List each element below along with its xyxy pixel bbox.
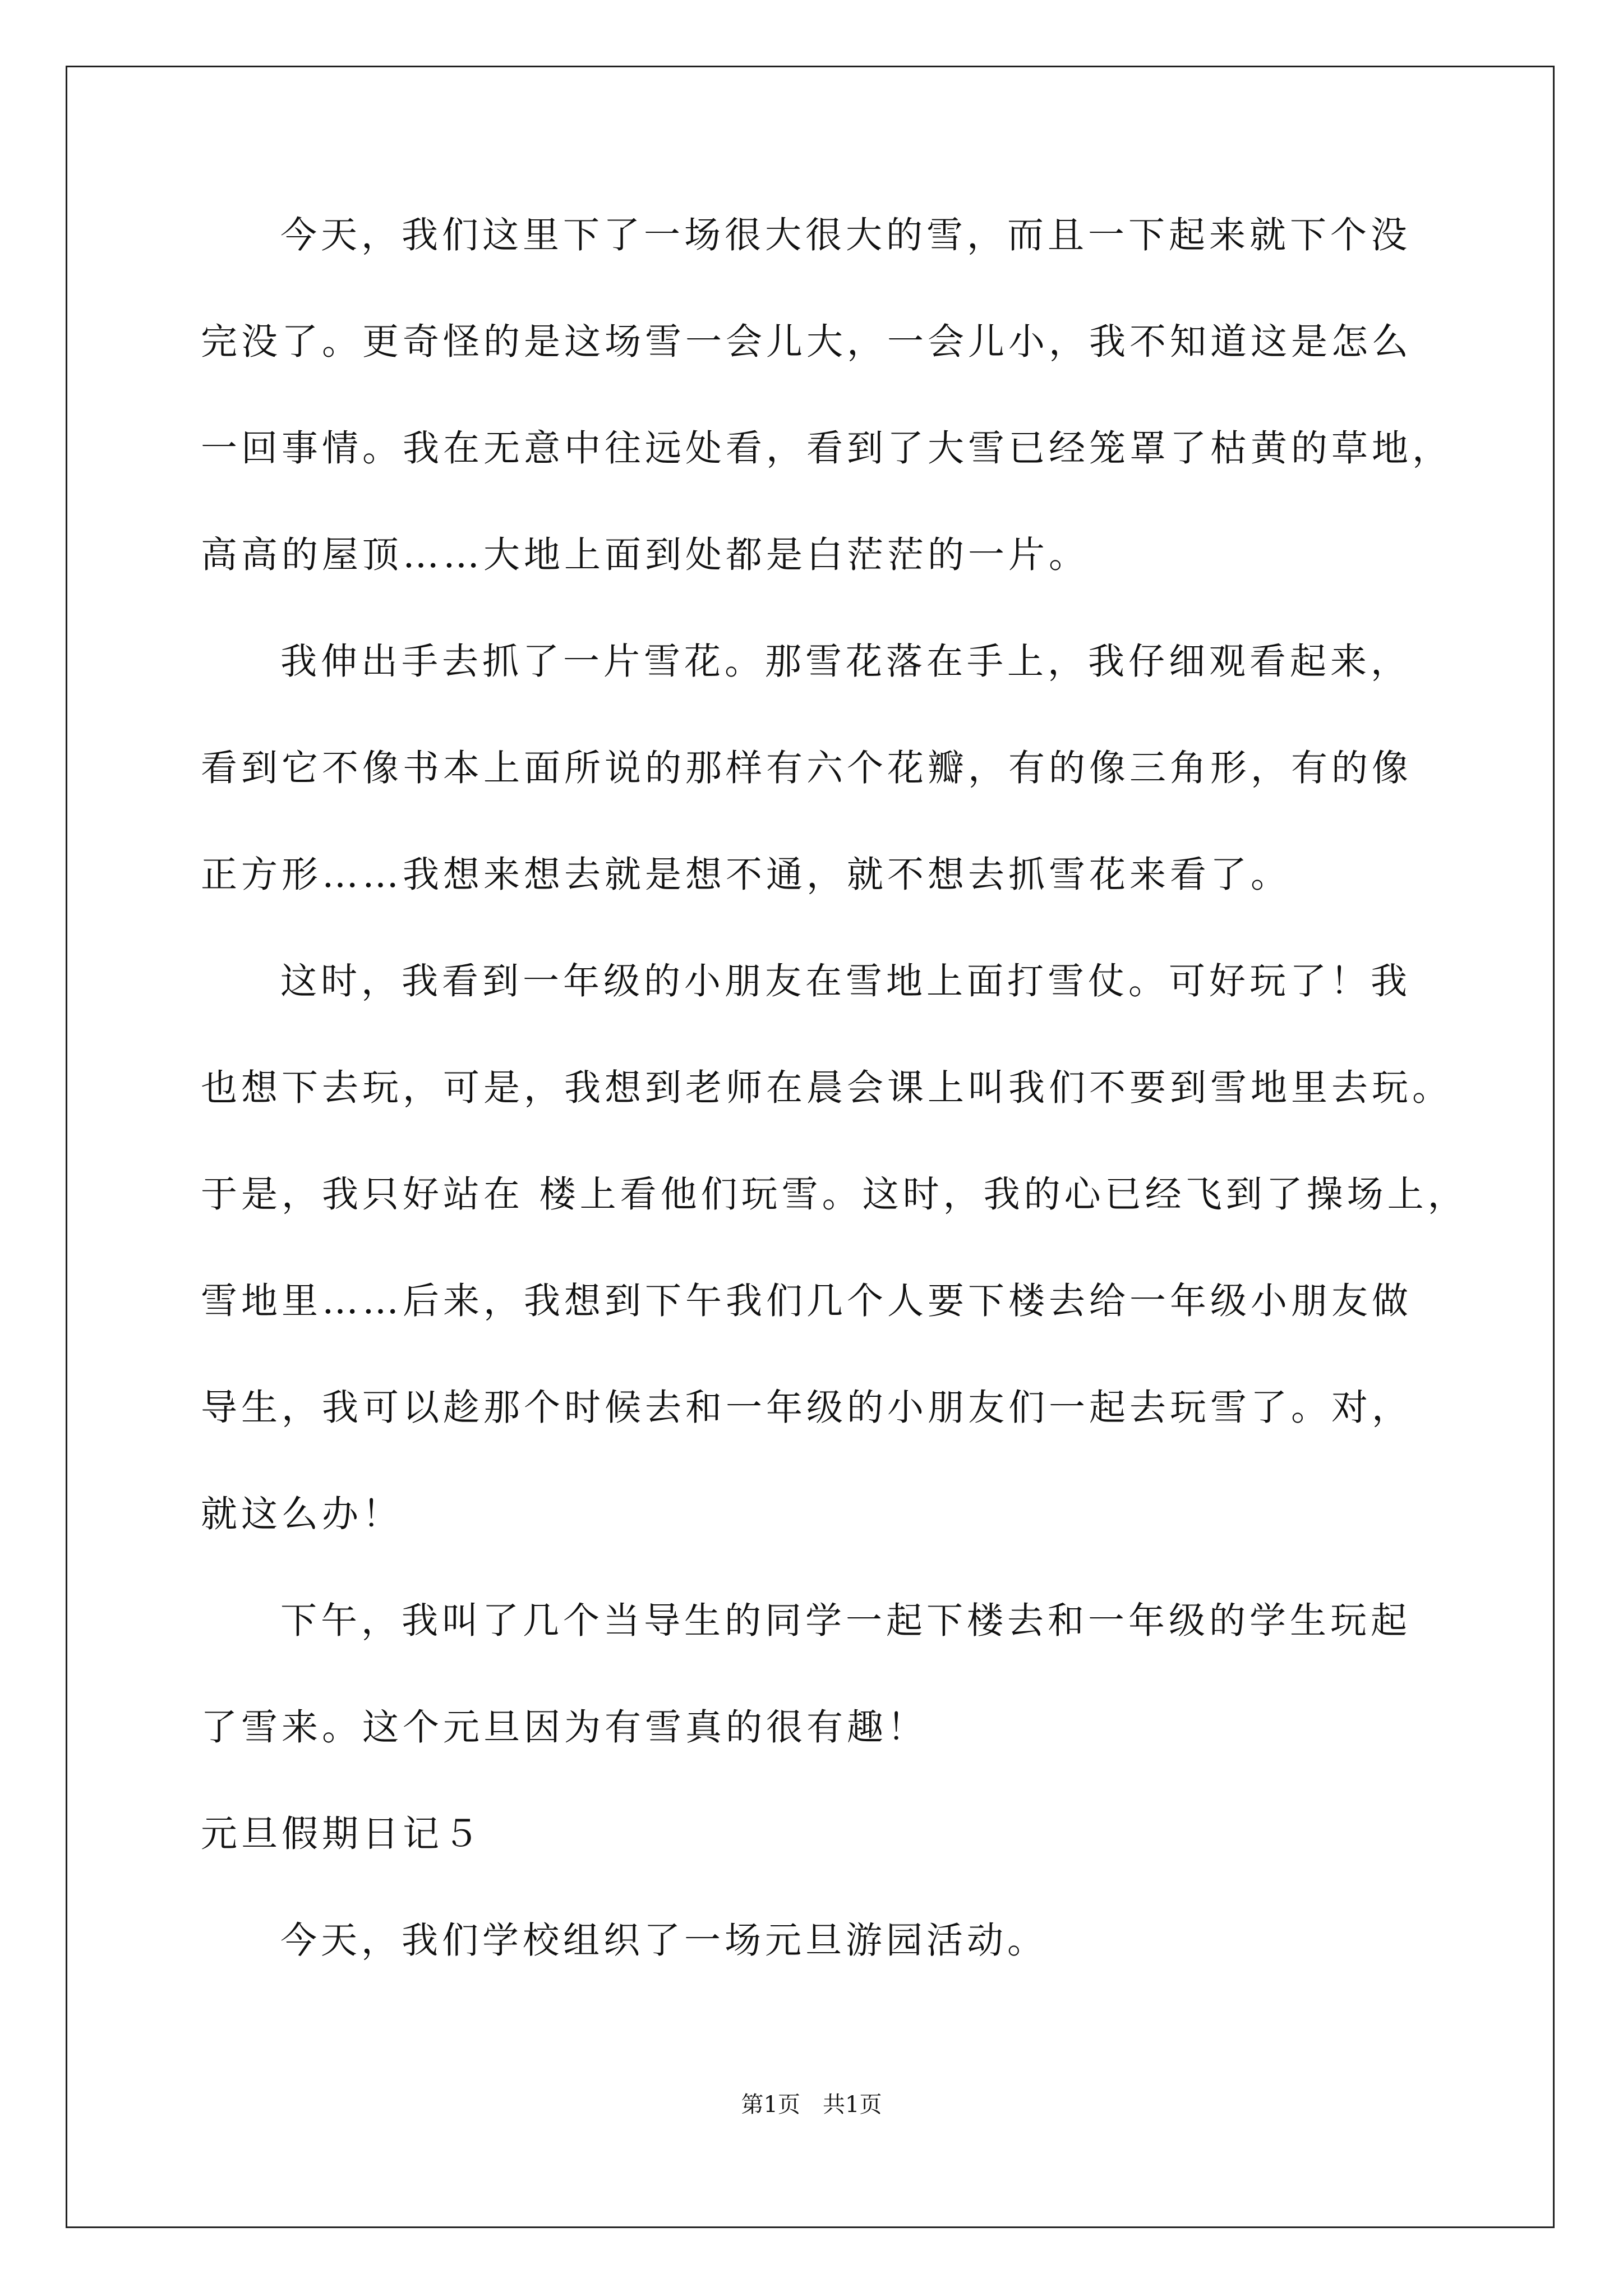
- section-heading: 元旦假期日记５: [201, 1813, 484, 1855]
- paragraph-line: 也想下去玩，可是，我想到老师在晨会课上叫我们不要到雪地里去玩。: [201, 1067, 1453, 1109]
- paragraph-line: 今天，我们学校组织了一场元旦游园活动。: [280, 1920, 1048, 1962]
- paragraph-line: 我伸出手去抓了一片雪花。那雪花落在手上，我仔细观看起来，: [280, 641, 1412, 683]
- paragraph-line: 一回事情。我在无意中往远处看，看到了大雪已经笼罩了枯黄的草地，: [201, 427, 1453, 470]
- paragraph-line: 今天，我们这里下了一场很大很大的雪，而且一下起来就下个没: [280, 214, 1412, 256]
- paragraph-line: 看到它不像书本上面所说的那样有六个花瓣，有的像三角形，有的像: [201, 747, 1413, 789]
- paragraph-line: 正方形……我想来想去就是想不通，就不想去抓雪花来看了。: [201, 854, 1292, 896]
- paragraph-line: 就这么办！: [201, 1493, 403, 1535]
- paragraph-line: 雪地里……后来，我想到下午我们几个人要下楼去给一年级小朋友做: [201, 1280, 1413, 1322]
- paragraph-line: 完没了。更奇怪的是这场雪一会儿大，一会儿小，我不知道这是怎么: [201, 321, 1413, 363]
- paragraph-line: 下午，我叫了几个当导生的同学一起下楼去和一年级的学生玩起: [280, 1600, 1412, 1642]
- paragraph-line: 导生，我可以趁那个时候去和一年级的小朋友们一起去玩雪了。对，: [201, 1387, 1413, 1429]
- page-border: [66, 66, 1555, 2228]
- paragraph-line: 这时，我看到一年级的小朋友在雪地上面打雪仗。可好玩了！我: [280, 960, 1412, 1002]
- page-number-footer: 第1页 共1页: [741, 2092, 882, 2118]
- paragraph-line: 于是，我只好站在 楼上看他们玩雪。这时，我的心已经飞到了操场上，: [201, 1174, 1468, 1216]
- paragraph-line: 高高的屋顶……大地上面到处都是白茫茫的一片。: [201, 534, 1090, 576]
- paragraph-line: 了雪来。这个元旦因为有雪真的很有趣！: [201, 1706, 928, 1749]
